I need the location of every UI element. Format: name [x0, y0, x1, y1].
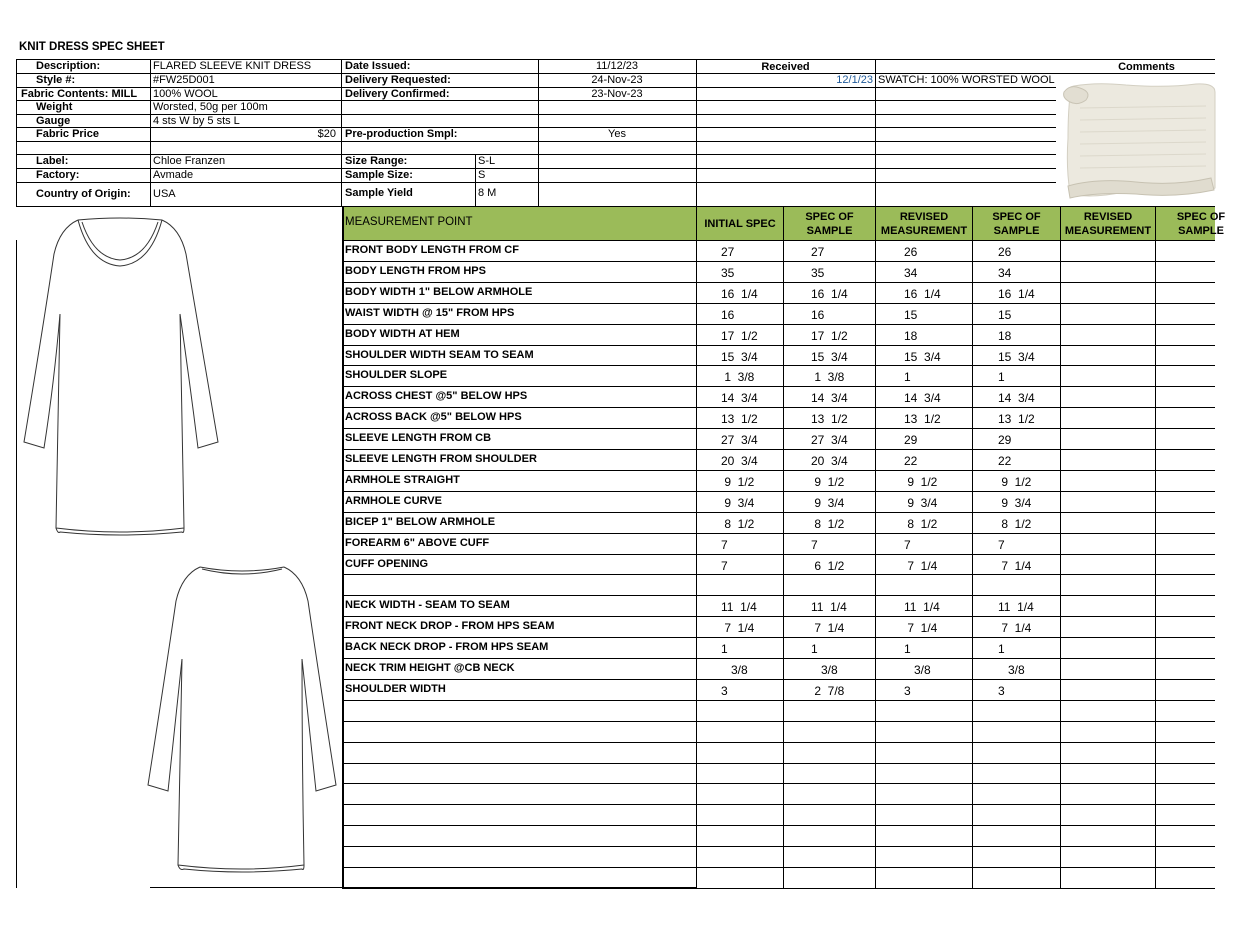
measurement-point-label: NECK WIDTH - SEAM TO SEAM [345, 599, 510, 611]
measurement-value: 1 [721, 642, 728, 656]
measurement-value: 1 [904, 370, 911, 384]
table-row-line [342, 428, 1215, 429]
table-row-line [342, 240, 1215, 241]
table-row-line [342, 303, 1215, 304]
measurement-value: 9 1/2 [998, 475, 1032, 489]
measurement-value: 1 3/8 [811, 370, 845, 384]
fabric-price-label: Fabric Price [36, 128, 99, 140]
measurement-value: 7 [998, 538, 1005, 552]
dress-back-sketch [144, 563, 340, 875]
table-row-line [342, 574, 1215, 575]
delivery-confirmed-value: 23-Nov-23 [591, 88, 643, 100]
table-row-line [342, 261, 1215, 262]
measurement-value: 9 3/4 [904, 496, 938, 510]
fabric-contents-value: 100% WOOL [153, 88, 218, 100]
comments-label: Comments [1118, 61, 1175, 73]
delivery-confirmed-label: Delivery Confirmed: [345, 88, 450, 100]
col-header-spec-of-sample-3: SPEC OF SAMPLE [1176, 211, 1226, 237]
measurement-value: 3/8 [904, 663, 931, 677]
sample-size-label: Sample Size: [345, 169, 413, 181]
table-top-border [342, 206, 1215, 207]
measurement-value: 15 [998, 308, 1012, 322]
label-label: Label: [36, 155, 69, 167]
measurement-point-label: FRONT NECK DROP - FROM HPS SEAM [345, 620, 555, 632]
measurement-point-label: SHOULDER WIDTH SEAM TO SEAM [345, 349, 534, 361]
measurement-point-label: ARMHOLE STRAIGHT [345, 474, 460, 486]
weight-value: Worsted, 50g per 100m [153, 101, 268, 113]
measurement-point-label: BODY LENGTH FROM HPS [345, 265, 486, 277]
measurement-value: 7 1/4 [904, 621, 938, 635]
table-row-line [342, 324, 1215, 325]
measurement-value: 7 1/4 [811, 621, 845, 635]
measurement-value: 1 [998, 642, 1005, 656]
measurement-value: 15 3/4 [721, 350, 758, 364]
measurement-point-label: ARMHOLE CURVE [345, 495, 442, 507]
weight-label: Weight [36, 101, 73, 113]
origin-value: USA [153, 188, 176, 200]
measurement-value: 16 1/4 [998, 287, 1035, 301]
measurement-value: 1 [998, 370, 1005, 384]
measurement-value: 20 3/4 [721, 454, 758, 468]
sketch-area-bottom [150, 887, 696, 888]
measurement-point-label: SHOULDER SLOPE [345, 369, 448, 381]
fabric-contents-label: Fabric Contents: MILL [21, 88, 138, 100]
sample-size-value: S [478, 169, 486, 181]
measurement-value: 27 [811, 245, 825, 259]
table-col-line [972, 207, 973, 888]
measurement-point-label: FRONT BODY LENGTH FROM CF [345, 244, 519, 256]
table-row-line [342, 595, 1215, 596]
measurement-value: 17 1/2 [811, 329, 848, 343]
gauge-label: Gauge [36, 115, 71, 127]
measurement-point-label: ACROSS BACK @5" BELOW HPS [345, 411, 522, 423]
measurement-value: 9 3/4 [998, 496, 1032, 510]
measurement-value: 34 [904, 266, 918, 280]
measurement-value: 14 3/4 [811, 391, 848, 405]
table-row-line [342, 888, 1215, 889]
measurement-value: 27 [721, 245, 735, 259]
measurement-point-label: NECK TRIM HEIGHT @CB NECK [345, 662, 515, 674]
measurement-value: 2 7/8 [811, 684, 845, 698]
measurement-point-label: ACROSS CHEST @5" BELOW HPS [345, 390, 528, 402]
table-row-line [342, 512, 1215, 513]
sample-yield-value: 8 M [478, 187, 497, 199]
description-value: FLARED SLEEVE KNIT DRESS [153, 60, 312, 72]
table-col-line [696, 207, 697, 888]
received-date: 12/1/23 [836, 74, 873, 86]
measurement-value: 13 1/2 [998, 412, 1035, 426]
size-range-label: Size Range: [345, 155, 408, 167]
origin-label: Country of Origin: [36, 188, 131, 200]
measurement-value: 3/8 [721, 663, 748, 677]
measurement-value: 7 1/4 [998, 621, 1032, 635]
table-col-line [1155, 207, 1156, 888]
col-header-initial-spec: INITIAL SPEC [704, 218, 776, 230]
sample-yield-label: Sample Yield [345, 187, 413, 199]
measurement-value: 26 [904, 245, 918, 259]
measurement-value: 13 1/2 [904, 412, 941, 426]
measurement-value: 9 1/2 [904, 475, 938, 489]
style-value: #FW25D001 [153, 74, 215, 86]
measurement-value: 9 1/2 [811, 475, 845, 489]
measurement-value: 11 1/4 [811, 600, 847, 614]
delivery-requested-value: 24-Nov-23 [591, 74, 643, 86]
measurement-value: 3/8 [998, 663, 1025, 677]
table-col-line [1060, 207, 1061, 888]
measurement-value: 1 3/8 [721, 370, 755, 384]
measurement-value: 9 3/4 [721, 496, 755, 510]
table-col-line [342, 206, 344, 887]
measurement-value: 22 [904, 454, 918, 468]
preprod-value: Yes [608, 128, 626, 140]
measurement-value: 14 3/4 [721, 391, 758, 405]
table-row-line [342, 658, 1215, 659]
measurement-value: 7 [721, 559, 728, 573]
measurement-point-label: CUFF OPENING [345, 558, 429, 570]
date-issued-label: Date Issued: [345, 60, 411, 72]
measurement-value: 15 3/4 [904, 350, 941, 364]
size-range-value: S-L [478, 155, 496, 167]
measurement-value: 3/8 [811, 663, 838, 677]
measurement-value: 29 [904, 433, 918, 447]
measurement-value: 8 1/2 [811, 517, 845, 531]
table-row-line [342, 867, 1215, 868]
measurement-value: 6 1/2 [811, 559, 845, 573]
table-row-line [342, 345, 1215, 346]
measurement-value: 8 1/2 [904, 517, 938, 531]
sketch-area-border [16, 240, 17, 888]
measurement-value: 16 [811, 308, 825, 322]
measurement-value: 35 [721, 266, 735, 280]
table-row-line [342, 554, 1215, 555]
measurement-value: 7 [811, 538, 818, 552]
table-row-line [342, 763, 1215, 764]
table-row-line [342, 679, 1215, 680]
measurement-value: 26 [998, 245, 1012, 259]
measurement-value: 8 1/2 [998, 517, 1032, 531]
fabric-price-value: $20 [317, 128, 336, 140]
table-row-line [342, 470, 1215, 471]
measurement-value: 3 [904, 684, 911, 698]
measurement-point-label: BODY WIDTH AT HEM [345, 328, 460, 340]
table-row-line [342, 491, 1215, 492]
col-header-measurement-point: MEASUREMENT POINT [345, 216, 473, 228]
measurement-point-label: BACK NECK DROP - FROM HPS SEAM [345, 641, 549, 653]
table-row-line [342, 804, 1215, 805]
delivery-requested-label: Delivery Requested: [345, 74, 451, 86]
measurement-value: 9 3/4 [811, 496, 845, 510]
measurement-value: 14 3/4 [998, 391, 1035, 405]
measurement-value: 7 1/4 [904, 559, 938, 573]
style-label: Style #: [36, 74, 76, 86]
measurement-value: 7 1/4 [721, 621, 755, 635]
date-issued-value: 11/12/23 [595, 60, 638, 72]
table-row-line [342, 407, 1215, 408]
col-header-spec-of-sample-1: SPEC OF SAMPLE [805, 211, 854, 237]
table-row-line [342, 386, 1215, 387]
measurement-value: 11 1/4 [998, 600, 1034, 614]
measurement-value: 1 [904, 642, 911, 656]
table-col-line [783, 207, 784, 888]
table-row-line [342, 637, 1215, 638]
measurement-point-label: SLEEVE LENGTH FROM CB [345, 432, 492, 444]
measurement-value: 7 1/4 [998, 559, 1032, 573]
measurement-value: 34 [998, 266, 1012, 280]
measurement-value: 27 3/4 [811, 433, 848, 447]
table-row-line [342, 365, 1215, 366]
measurement-value: 16 1/4 [904, 287, 941, 301]
measurement-point-label: BODY WIDTH 1" BELOW ARMHOLE [345, 286, 533, 298]
measurement-value: 35 [811, 266, 825, 280]
measurement-value: 8 1/2 [721, 517, 755, 531]
measurement-value: 27 3/4 [721, 433, 758, 447]
measurement-value: 11 1/4 [904, 600, 940, 614]
table-row-line [342, 825, 1215, 826]
measurement-value: 16 1/4 [721, 287, 758, 301]
table-row-line [342, 700, 1215, 701]
measurement-point-label: WAIST WIDTH @ 15" FROM HPS [345, 307, 515, 319]
measurement-value: 13 1/2 [811, 412, 848, 426]
measurement-value: 13 1/2 [721, 412, 758, 426]
measurement-value: 20 3/4 [811, 454, 848, 468]
table-row-line [342, 282, 1215, 283]
measurement-value: 1 [811, 642, 818, 656]
table-row-line [342, 783, 1215, 784]
factory-label: Factory: [36, 169, 80, 181]
label-value: Chloe Franzen [153, 155, 226, 167]
measurement-value: 15 [904, 308, 918, 322]
page-title: KNIT DRESS SPEC SHEET [19, 41, 165, 53]
col-header-spec-of-sample-2: SPEC OF SAMPLE [992, 211, 1041, 237]
measurement-value: 16 [721, 308, 735, 322]
measurement-point-label: SHOULDER WIDTH [345, 683, 446, 695]
measurement-point-label: SLEEVE LENGTH FROM SHOULDER [345, 453, 537, 465]
measurement-value: 14 3/4 [904, 391, 941, 405]
measurement-value: 7 [721, 538, 728, 552]
measurement-value: 9 1/2 [721, 475, 755, 489]
table-col-line [875, 207, 876, 888]
measurement-value: 3 [721, 684, 728, 698]
col-header-revised-measurement-1: REVISED MEASUREMENT [880, 211, 968, 237]
measurement-value: 22 [998, 454, 1012, 468]
measurement-point-label: FOREARM 6" ABOVE CUFF [345, 537, 490, 549]
knit-swatch-image [1056, 78, 1215, 202]
dress-front-sketch [20, 214, 222, 538]
measurement-value: 18 [904, 329, 918, 343]
comments-value: SWATCH: 100% WORSTED WOOL [878, 74, 1055, 86]
table-row-line [342, 721, 1215, 722]
measurement-value: 17 1/2 [721, 329, 758, 343]
measurement-value: 15 3/4 [811, 350, 848, 364]
description-label: Description: [36, 60, 101, 72]
factory-value: Avmade [153, 169, 194, 181]
table-row-line [342, 846, 1215, 847]
preprod-label: Pre-production Smpl: [345, 128, 458, 140]
table-row-line [342, 616, 1215, 617]
gauge-value: 4 sts W by 5 sts L [153, 115, 240, 127]
measurement-value: 15 3/4 [998, 350, 1035, 364]
measurement-value: 29 [998, 433, 1012, 447]
col-header-revised-measurement-2: REVISED MEASUREMENT [1064, 211, 1152, 237]
received-label: Received [761, 61, 810, 73]
table-row-line [342, 449, 1215, 450]
measurement-point-label: BICEP 1" BELOW ARMHOLE [345, 516, 496, 528]
measurement-value: 16 1/4 [811, 287, 848, 301]
measurement-value: 3 [998, 684, 1005, 698]
table-row-line [342, 742, 1215, 743]
measurement-value: 7 [904, 538, 911, 552]
measurement-value: 18 [998, 329, 1012, 343]
measurement-value: 11 1/4 [721, 600, 757, 614]
table-row-line [342, 533, 1215, 534]
